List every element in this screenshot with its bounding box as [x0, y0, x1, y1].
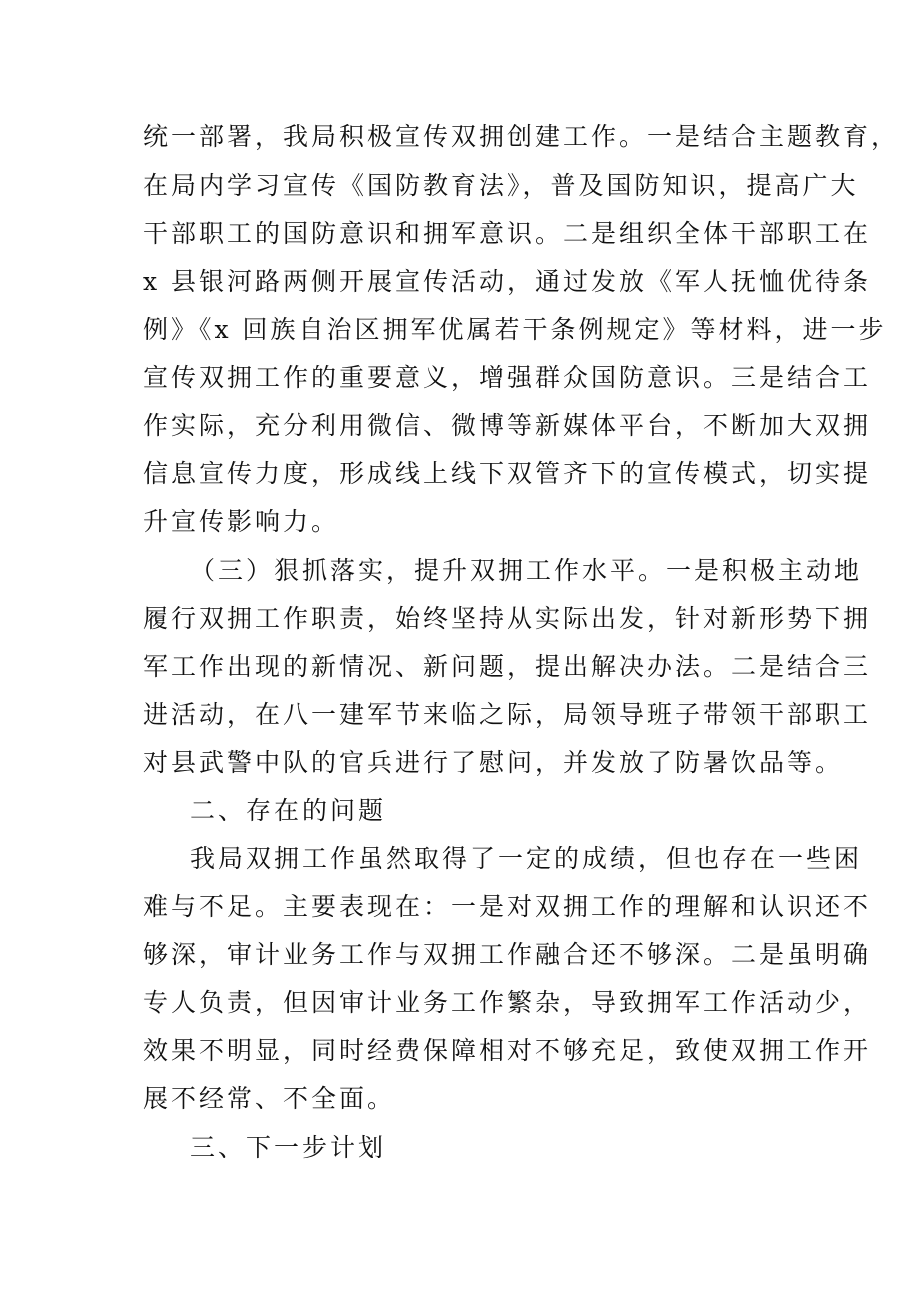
paragraph-heading-3: （三）狠抓落实，提升双拥工作水平。一是积极主动地	[190, 556, 863, 585]
text-line: 我局双拥工作虽然取得了一定的成绩，但也存在一些困	[190, 844, 863, 873]
text-line: 宣传双拥工作的重要意义，增强群众国防意识。三是结合工	[143, 363, 872, 392]
text-line: 在局内学习宣传《国防教育法》，普及国防知识，提高广大	[143, 171, 859, 200]
text-line: 例》《x 回族自治区拥军优属若干条例规定》等材料，进一步	[143, 315, 887, 344]
text-line: 进活动，在八一建军节来临之际，局领导班子带领干部职工	[143, 700, 872, 729]
text-line: 对县武警中队的官兵进行了慰问，并发放了防暑饮品等。	[143, 748, 844, 777]
text-line: 统一部署，我局积极宣传双拥创建工作。一是结合主题教育，	[143, 122, 900, 151]
text-line: 干部职工的国防意识和拥军意识。二是组织全体干部职工在	[143, 219, 872, 248]
text-line: 履行双拥工作职责，始终坚持从实际出发，针对新形势下拥	[143, 604, 872, 633]
text-line: 专人负责，但因审计业务工作繁杂，导致拥军工作活动少，	[143, 988, 872, 1017]
text-line: 作实际，充分利用微信、微博等新媒体平台，不断加大双拥	[143, 411, 872, 440]
text-line: x 县银河路两侧开展宣传活动，通过发放《军人抚恤优待条	[143, 267, 872, 296]
text-line: 展不经常、不全面。	[143, 1084, 396, 1113]
text-line: 升宣传影响力。	[143, 507, 340, 536]
text-line: 难与不足。主要表现在：一是对双拥工作的理解和认识还不	[143, 892, 872, 921]
text-line: 信息宣传力度，形成线上线下双管齐下的宣传模式，切实提	[143, 459, 872, 488]
text-line: 效果不明显，同时经费保障相对不够充足，致使双拥工作开	[143, 1036, 872, 1065]
section-heading-3: 三、下一步计划	[190, 1133, 387, 1162]
section-heading-2: 二、存在的问题	[190, 796, 387, 825]
text-line: 够深，审计业务工作与双拥工作融合还不够深。二是虽明确	[143, 940, 872, 969]
text-line: 军工作出现的新情况、新问题，提出解决办法。二是结合三	[143, 652, 872, 681]
